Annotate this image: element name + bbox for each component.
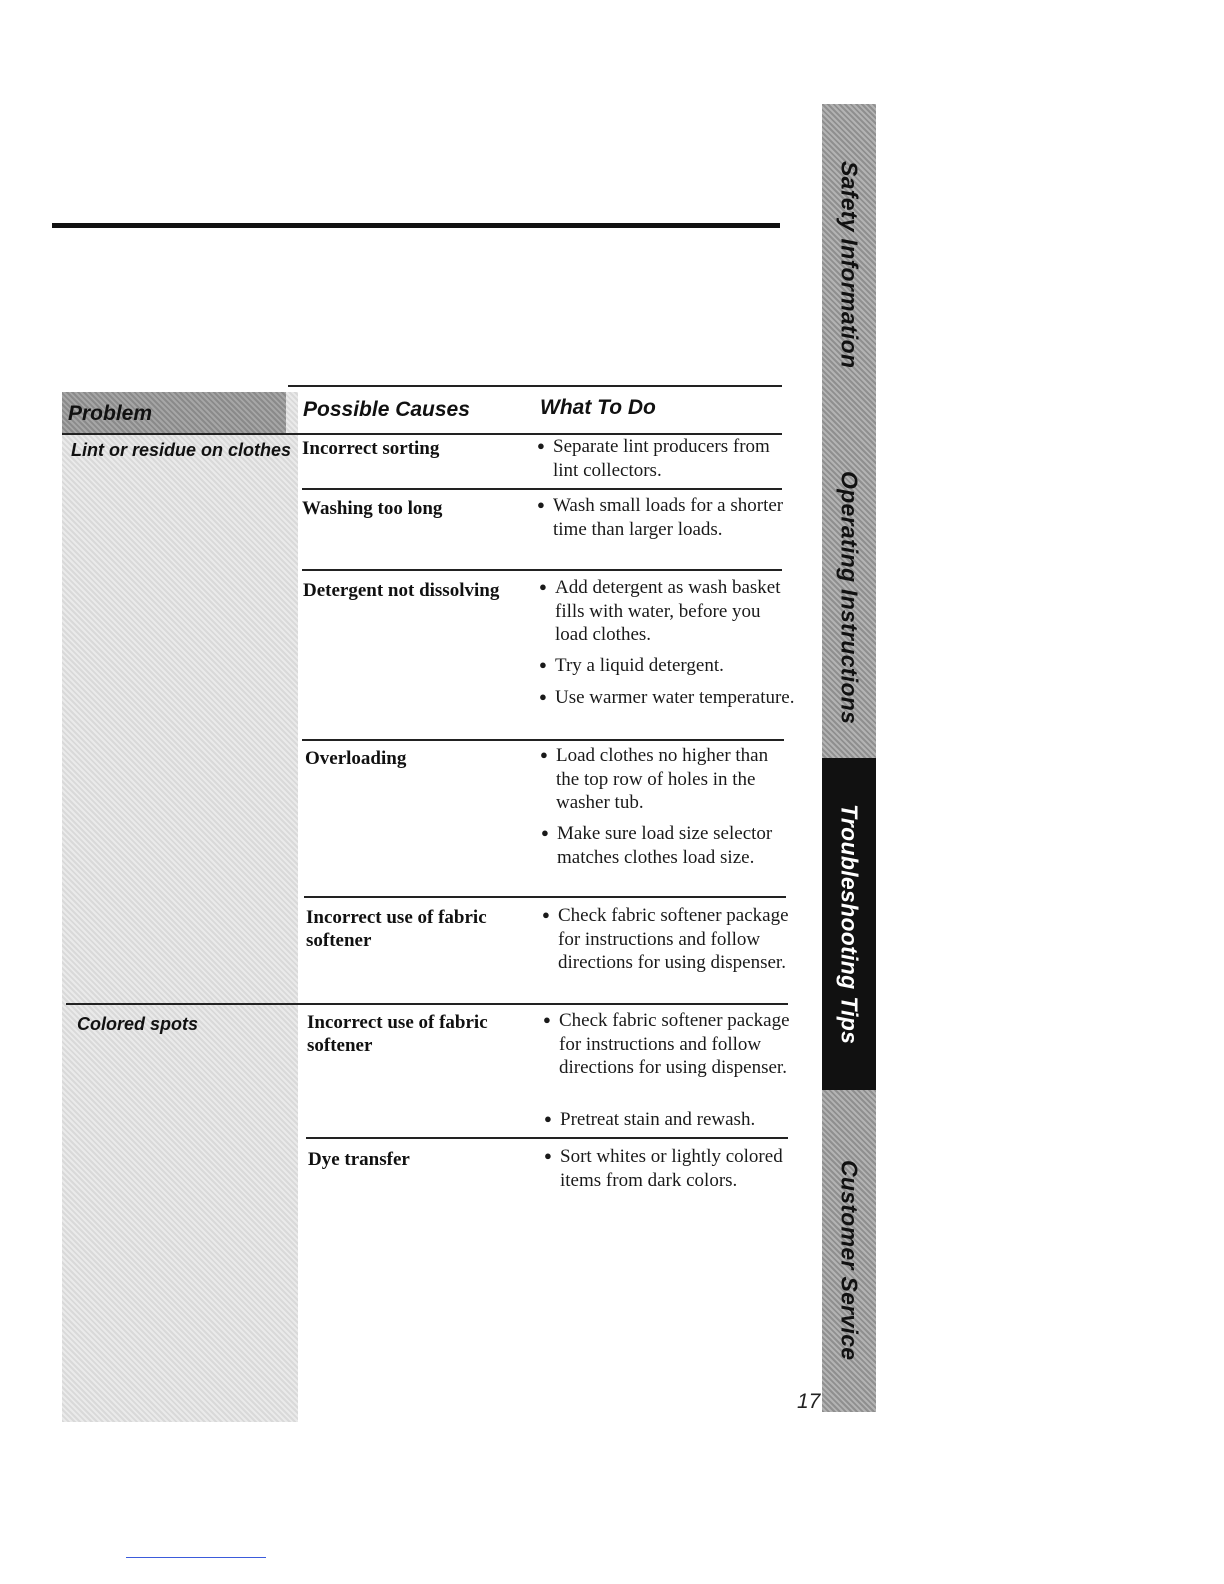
page-number: 17 [797, 1390, 821, 1413]
tab-label: Troubleshooting Tips [836, 803, 863, 1045]
action-item: ● Sort whites or lightly colored items from dark colors. [544, 1146, 783, 1191]
problem-column-shade [62, 392, 298, 1422]
row-divider [304, 896, 786, 898]
action-item: ● Load clothes no higher than the top row of holes in the washer tub. [540, 745, 769, 813]
row-divider [302, 739, 784, 741]
action-item: ● Wash small loads for a shorter time than larger loads. [537, 495, 784, 540]
cause-washing-too-long: Washing too long [302, 498, 443, 519]
problem-colored-spots: Colored spots [77, 1014, 199, 1034]
header-what-to-do: What To Do [540, 396, 656, 419]
top-rule [52, 223, 780, 228]
header-rule-top [288, 385, 782, 387]
action-item: ● Check fabric softener package for instructions and follow directions for using dispenser. [543, 1010, 790, 1078]
tab-troubleshooting-tips[interactable] [822, 758, 876, 1090]
bullet-icon: ● [541, 825, 549, 840]
tab-operating-instructions[interactable] [822, 455, 876, 740]
bullet-icon: ● [539, 657, 547, 672]
cause-incorrect-sorting: Incorrect sorting [302, 438, 440, 459]
tab-customer-service[interactable] [822, 1140, 876, 1380]
cause-incorrect-fabric-softener: Incorrect use of fabric softener [306, 907, 487, 951]
cause-detergent-not-dissolving: Detergent not dissolving [303, 580, 500, 601]
action-item: ● Separate lint producers from lint collectors. [537, 436, 770, 481]
bullet-icon: ● [542, 907, 550, 922]
tab-label: Operating Instructions [836, 470, 863, 725]
problem-lint-residue: Lint or residue on clothes [71, 440, 292, 460]
row-divider [302, 569, 782, 571]
bullet-icon: ● [537, 438, 545, 453]
section-divider [66, 1003, 788, 1005]
bullet-icon: ● [537, 497, 545, 512]
bottom-rule [126, 1557, 266, 1558]
header-possible-causes: Possible Causes [303, 398, 470, 421]
row-divider [302, 488, 782, 490]
bullet-icon: ● [540, 747, 548, 762]
action-item: ● Add detergent as wash basket fills with water, before you load clothes. [539, 577, 781, 645]
row-divider [306, 1137, 788, 1139]
bullet-icon: ● [544, 1111, 552, 1126]
cause-dye-transfer: Dye transfer [308, 1149, 410, 1170]
cause-incorrect-fabric-softener-2: Incorrect use of fabric softener [307, 1012, 488, 1056]
action-item: ● Check fabric softener package for instructions and follow directions for using dispenser. [542, 905, 789, 973]
tab-safety-information[interactable] [822, 150, 876, 380]
tab-label: Safety Information [836, 161, 863, 369]
bullet-icon: ● [544, 1148, 552, 1163]
action-item: ● Use warmer water temperature. [539, 687, 795, 708]
action-item: ● Try a liquid detergent. [539, 655, 724, 676]
cause-overloading: Overloading [305, 748, 407, 769]
bullet-icon: ● [539, 689, 547, 704]
bullet-icon: ● [539, 579, 547, 594]
bullet-icon: ● [543, 1012, 551, 1027]
header-problem: Problem [68, 402, 153, 425]
action-item: ● Make sure load size selector matches clothes load size. [541, 823, 773, 868]
tab-label: Customer Service [836, 1159, 863, 1361]
action-item: ● Pretreat stain and rewash. [544, 1109, 756, 1130]
